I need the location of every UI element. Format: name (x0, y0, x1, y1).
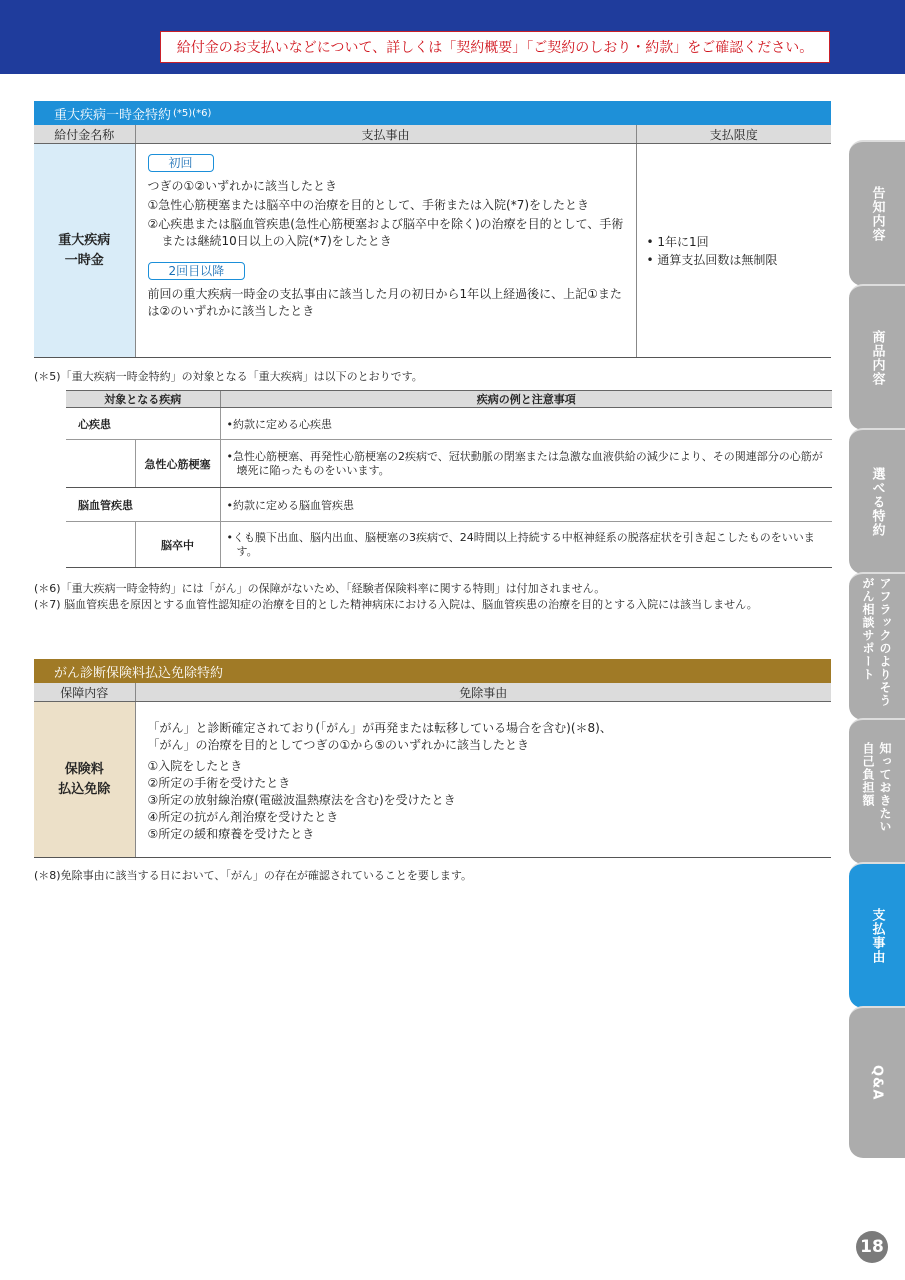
note-7: (＊7) 脳血管疾患を原因とする血管性認知症の治療を目的とした精神病床における入院は、脳血管疾患の治療を目的とする入院には該当しません。 (34, 598, 758, 611)
exemption-cell (135, 702, 831, 858)
side-tab-support[interactable] (849, 572, 905, 720)
list-item: ①入院をしたとき (147, 759, 243, 773)
table-row (66, 440, 832, 488)
list-item: ②所定の手術を受けたとき (147, 776, 291, 790)
limit-line1: • 1年に1回 (646, 234, 709, 249)
table-row (66, 522, 832, 568)
col-header-reason: 支払事由 (135, 125, 636, 144)
second-time-label: 2回目以降 (148, 262, 246, 280)
disease-sub-cell: 脳卒中 (135, 522, 220, 568)
section2-table (34, 683, 831, 858)
side-tab-label: 支払事由 (869, 908, 885, 964)
section1-table (34, 125, 831, 358)
col-header-exemption: 免除事由 (135, 683, 831, 702)
side-tab-riders[interactable] (849, 428, 905, 574)
disease-desc-cell: •約款に定める心疾患 (220, 408, 832, 440)
section1-title-text: 重大疾病一時金特約 (54, 107, 172, 123)
col-header-coverage: 保障内容 (34, 683, 135, 702)
list-item: ④所定の抗がん剤治療を受けたとき (147, 810, 339, 824)
coverage-name-cell (34, 702, 135, 858)
section2-title-text: がん診断保険料払込免除特約 (54, 665, 224, 681)
note-6: (＊6)「重大疾病一時金特約」には「がん」の保障がないため、「経験者保険料率に関する特則」は付加されません。 (34, 582, 606, 595)
limit-line2: • 通算支払回数は無制限 (646, 252, 778, 267)
side-tab-label: 告知内容 (869, 186, 885, 242)
indent-cell (66, 522, 135, 568)
page-number: 18 (856, 1231, 888, 1263)
coverage-name-line2: 払込免除 (58, 781, 111, 797)
reason-cell (135, 144, 636, 358)
indent-cell (66, 440, 135, 488)
disease-desc-cell: •くも膜下出血、脳内出血、脳梗塞の3疾病で、24時間以上持続する中枢神経系の脱落症状を引き起こしたものをいいます。 (220, 522, 832, 568)
condition-2: ②心疾患または脳血管疾患(急性心筋梗塞および脳卒中を除く)の治療を目的として、手術または継続10日以上の入院(*7)をしたとき (147, 217, 624, 248)
disease-col-header: 対象となる疾病 (66, 391, 220, 408)
exemption-lead1: 「がん」と診断確定されており(「がん」が再発または転移している場合を含む)(＊8)、 (147, 721, 612, 735)
benefit-name-line2: 一時金 (64, 252, 104, 268)
condition-1: ①急性心筋梗塞または脳卒中の治療を目的として、手術または入院(*7)をしたとき (147, 198, 590, 212)
side-tab-label: 選べる特約 (869, 467, 885, 537)
benefit-name-line1: 重大疾病 (58, 232, 111, 248)
section1-title-sup: (*5)(*6) (173, 107, 212, 119)
list-item: ③所定の放射線治療(電磁波温熱療法を含む)を受けたとき (147, 793, 456, 807)
col-header-name: 給付金名称 (34, 125, 135, 144)
limit-cell (636, 144, 831, 358)
side-tab-payment-reasons[interactable] (849, 862, 905, 1008)
section1-title (34, 101, 831, 125)
disease-table (66, 390, 832, 568)
side-tab-label: 知っておきたい自己負担額 (861, 742, 892, 833)
list-item: ⑤所定の緩和療養を受けたとき (147, 827, 315, 841)
disease-sub-cell: 急性心筋梗塞 (135, 440, 220, 488)
benefit-name-cell (34, 144, 135, 358)
side-tab-product[interactable] (849, 284, 905, 430)
disease-desc-cell: •急性心筋梗塞、再発性心筋梗塞の2疾病で、冠状動脈の閉塞または急激な血液供給の減少により、その関連部分の心筋が壊死に陥ったものをいいます。 (220, 440, 832, 488)
side-tab-label: 商品内容 (869, 330, 885, 386)
first-lead: つぎの①②いずれかに該当したとき (147, 179, 338, 193)
side-tab-notification[interactable] (849, 140, 905, 286)
side-tab-costs[interactable] (849, 718, 905, 864)
side-tab-label: Q&A (869, 1065, 885, 1101)
disease-desc-header: 疾病の例と注意事項 (220, 391, 832, 408)
disease-main-cell: 脳血管疾患 (66, 488, 220, 522)
note-8: (＊8)免除事由に該当する日において、「がん」の存在が確認されていることを要します。 (34, 869, 472, 882)
table-row (66, 408, 832, 440)
first-time-label: 初回 (148, 154, 214, 172)
coverage-name-line1: 保険料 (64, 761, 104, 777)
side-tab-label: アフラックのよりそうがん相談サポート (861, 577, 892, 707)
table-row (66, 488, 832, 522)
disease-desc-cell: •約款に定める脳血管疾患 (220, 488, 832, 522)
notice-banner: 給付金のお支払いなどについて、詳しくは「契約概要」「ご契約のしおり・約款」をご確認ください。 (160, 31, 830, 63)
second-text: 前回の重大疾病一時金の支払事由に該当した月の初日から1年以上経過後に、上記①または②のいずれかに該当したとき (147, 287, 622, 318)
section2-title (34, 659, 831, 683)
exemption-lead2: 「がん」の治療を目的としてつぎの①から⑤のいずれかに該当したとき (147, 738, 530, 752)
side-tab-qa[interactable] (849, 1006, 905, 1158)
note-5: (＊5)「重大疾病一時金特約」の対象となる「重大疾病」は以下のとおりです。 (34, 370, 423, 383)
col-header-limit: 支払限度 (636, 125, 831, 144)
disease-main-cell: 心疾患 (66, 408, 220, 440)
